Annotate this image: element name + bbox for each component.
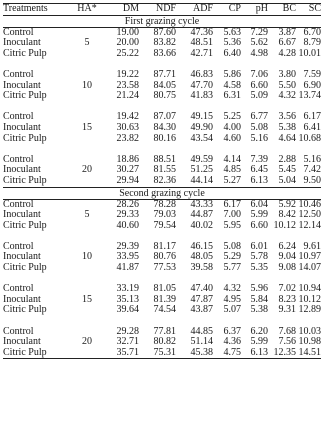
value-cell-adf: 49.15 bbox=[190, 111, 213, 123]
value-cell-cp: 4.32 bbox=[223, 283, 241, 295]
value-cell-sc: 8.79 bbox=[303, 37, 321, 49]
value-cell-cp: 5.07 bbox=[223, 304, 241, 316]
value-cell-adf: 41.83 bbox=[190, 90, 213, 102]
value-cell-cp: 4.60 bbox=[223, 132, 241, 144]
value-cell-adf: 47.87 bbox=[190, 293, 213, 305]
treatment-cell: Inoculant bbox=[3, 336, 41, 348]
value-cell-bc: 7.68 bbox=[278, 325, 296, 337]
header-bc: BC bbox=[268, 4, 296, 16]
ha-cell bbox=[69, 176, 105, 187]
value-cell-ndf: 87.71 bbox=[153, 68, 176, 80]
ha-cell bbox=[69, 305, 105, 316]
table-row bbox=[3, 348, 321, 359]
value-cell-bc: 9.31 bbox=[278, 304, 296, 316]
treatment-cell: Citric Pulp bbox=[3, 262, 47, 274]
value-cell-bc: 4.32 bbox=[278, 90, 296, 102]
value-cell-sc: 6.41 bbox=[303, 121, 321, 133]
value-cell-ndf: 74.54 bbox=[153, 304, 176, 316]
value-cell-cp: 4.85 bbox=[223, 164, 241, 176]
value-cell-adf: 47.36 bbox=[190, 26, 213, 38]
value-cell-sc: 7.42 bbox=[303, 164, 321, 176]
value-cell-cp: 5.95 bbox=[223, 219, 241, 231]
value-cell-cp: 6.40 bbox=[223, 47, 241, 59]
value-cell-bc: 12.35 bbox=[268, 348, 296, 359]
treatment-cell: Citric Pulp bbox=[3, 132, 47, 144]
value-cell-ndf: 81.39 bbox=[153, 293, 176, 305]
treatment-cell: Control bbox=[3, 153, 34, 165]
value-cell-adf: 44.85 bbox=[190, 325, 213, 337]
section-title: Second grazing cycle bbox=[3, 187, 321, 199]
value-cell-sc: 10.68 bbox=[298, 132, 321, 144]
value-cell-bc: 5.50 bbox=[278, 79, 296, 91]
value-cell-ph: 6.60 bbox=[250, 219, 268, 231]
value-cell-dm: 33.19 bbox=[116, 283, 139, 295]
value-cell-adf: 47.40 bbox=[190, 283, 213, 295]
treatment-cell: Inoculant bbox=[3, 121, 41, 133]
value-cell-bc: 2.88 bbox=[278, 153, 296, 165]
value-cell-dm: 32.71 bbox=[116, 336, 139, 348]
value-cell-cp: 5.25 bbox=[223, 111, 241, 123]
value-cell-ph: 5.78 bbox=[250, 251, 268, 263]
value-cell-sc: 10.94 bbox=[298, 283, 321, 295]
value-cell-adf: 46.15 bbox=[190, 240, 213, 252]
value-cell-ndf: 81.55 bbox=[153, 164, 176, 176]
treatment-cell: Inoculant bbox=[3, 79, 41, 91]
table-row bbox=[3, 263, 321, 274]
value-cell-ndf: 79.03 bbox=[153, 209, 176, 221]
value-cell-cp: 6.31 bbox=[223, 90, 241, 102]
treatment-cell: Citric Pulp bbox=[3, 174, 47, 186]
header-row bbox=[3, 4, 321, 16]
treatment-cell: Inoculant bbox=[3, 251, 41, 263]
section-title: First grazing cycle bbox=[3, 15, 321, 27]
value-cell-adf: 44.87 bbox=[190, 209, 213, 221]
value-cell-bc: 5.04 bbox=[278, 174, 296, 186]
value-cell-dm: 23.82 bbox=[116, 132, 139, 144]
value-cell-sc: 6.90 bbox=[303, 79, 321, 91]
value-cell-dm: 29.94 bbox=[116, 174, 139, 186]
value-cell-bc: 4.64 bbox=[278, 132, 296, 144]
value-cell-ph: 5.99 bbox=[250, 336, 268, 348]
value-cell-adf: 46.83 bbox=[190, 68, 213, 80]
value-cell-bc: 4.28 bbox=[278, 47, 296, 59]
value-cell-sc: 14.51 bbox=[296, 348, 321, 359]
value-cell-cp: 5.08 bbox=[223, 240, 241, 252]
value-cell-dm: 28.26 bbox=[116, 198, 139, 210]
treatment-cell: Control bbox=[3, 111, 34, 123]
table-row bbox=[3, 305, 321, 316]
value-cell-bc: 9.08 bbox=[278, 262, 296, 274]
value-cell-ndf: 81.17 bbox=[153, 240, 176, 252]
data-table bbox=[3, 3, 321, 359]
value-cell-ph: 6.13 bbox=[250, 174, 268, 186]
value-cell-bc: 5.45 bbox=[278, 164, 296, 176]
value-cell-cp: 5.86 bbox=[223, 68, 241, 80]
value-cell-dm: 33.95 bbox=[116, 251, 139, 263]
ha-cell bbox=[69, 70, 105, 81]
value-cell-adf: 45.38 bbox=[176, 348, 213, 359]
table-row bbox=[3, 49, 321, 60]
value-cell-ndf: 78.28 bbox=[153, 198, 176, 210]
ha-cell bbox=[69, 134, 105, 145]
value-cell-sc: 9.61 bbox=[303, 240, 321, 252]
value-cell-bc: 7.56 bbox=[278, 336, 296, 348]
value-cell-ph: 6.45 bbox=[250, 164, 268, 176]
value-cell-ph: 5.84 bbox=[250, 293, 268, 305]
table-row bbox=[3, 123, 321, 134]
value-cell-bc: 5.92 bbox=[278, 198, 296, 210]
value-cell-ndf: 87.07 bbox=[153, 111, 176, 123]
value-cell-dm: 18.86 bbox=[116, 153, 139, 165]
treatment-cell: Inoculant bbox=[3, 37, 41, 49]
value-cell-dm: 29.39 bbox=[116, 240, 139, 252]
value-cell-ph: 5.35 bbox=[250, 262, 268, 274]
value-cell-bc: 3.80 bbox=[278, 68, 296, 80]
value-cell-cp: 4.58 bbox=[223, 79, 241, 91]
value-cell-dm: 21.24 bbox=[116, 90, 139, 102]
value-cell-ndf: 80.76 bbox=[153, 251, 176, 263]
ha-cell bbox=[69, 91, 105, 102]
value-cell-adf: 49.59 bbox=[190, 153, 213, 165]
value-cell-adf: 44.14 bbox=[190, 174, 213, 186]
value-cell-dm: 19.22 bbox=[116, 68, 139, 80]
treatment-cell: Citric Pulp bbox=[3, 47, 47, 59]
value-cell-ndf: 80.82 bbox=[153, 336, 176, 348]
treatment-cell: Control bbox=[3, 198, 34, 210]
value-cell-cp: 5.29 bbox=[223, 251, 241, 263]
ha-cell: 5 bbox=[84, 37, 90, 49]
value-cell-bc: 8.42 bbox=[278, 209, 296, 221]
value-cell-adf: 39.58 bbox=[190, 262, 213, 274]
value-cell-adf: 48.51 bbox=[190, 37, 213, 49]
treatment-cell: Inoculant bbox=[3, 209, 41, 221]
treatment-cell: Control bbox=[3, 26, 34, 38]
value-cell-ph: 5.08 bbox=[250, 121, 268, 133]
value-cell-ph: 7.06 bbox=[250, 68, 268, 80]
ha-cell bbox=[69, 221, 105, 232]
section-header-row bbox=[3, 187, 321, 199]
value-cell-bc: 9.04 bbox=[278, 251, 296, 263]
value-cell-dm: 30.63 bbox=[116, 121, 139, 133]
header-adf: ADF bbox=[176, 4, 213, 16]
table-row bbox=[3, 70, 321, 81]
ha-cell bbox=[69, 49, 105, 60]
value-cell-bc: 10.12 bbox=[273, 219, 296, 231]
header-dm: DM bbox=[105, 4, 139, 16]
value-cell-ndf: 80.75 bbox=[153, 90, 176, 102]
value-cell-sc: 10.98 bbox=[298, 336, 321, 348]
value-cell-dm: 29.33 bbox=[116, 209, 139, 221]
value-cell-adf: 43.87 bbox=[190, 304, 213, 316]
header-sc: SC bbox=[296, 4, 321, 16]
value-cell-sc: 5.16 bbox=[303, 153, 321, 165]
value-cell-dm: 35.13 bbox=[116, 293, 139, 305]
value-cell-cp: 4.00 bbox=[223, 121, 241, 133]
value-cell-cp: 4.75 bbox=[213, 348, 241, 359]
value-cell-sc: 13.74 bbox=[298, 90, 321, 102]
value-cell-sc: 10.03 bbox=[298, 325, 321, 337]
value-cell-sc: 12.50 bbox=[298, 209, 321, 221]
treatment-cell: Control bbox=[3, 68, 34, 80]
ha-cell bbox=[69, 263, 105, 274]
value-cell-sc: 10.12 bbox=[298, 293, 321, 305]
ha-cell: 20 bbox=[82, 164, 92, 176]
value-cell-sc: 14.07 bbox=[298, 262, 321, 274]
value-cell-cp: 5.27 bbox=[223, 174, 241, 186]
treatment-cell: Control bbox=[3, 240, 34, 252]
value-cell-cp: 6.37 bbox=[223, 325, 241, 337]
value-cell-sc: 10.97 bbox=[298, 251, 321, 263]
value-cell-ndf: 87.60 bbox=[153, 26, 176, 38]
value-cell-ph: 7.39 bbox=[250, 153, 268, 165]
treatment-cell: Citric Pulp bbox=[3, 90, 47, 102]
value-cell-adf: 43.33 bbox=[190, 198, 213, 210]
value-cell-ph: 5.09 bbox=[250, 90, 268, 102]
treatment-cell: Citric Pulp bbox=[3, 348, 69, 359]
value-cell-cp: 7.00 bbox=[223, 209, 241, 221]
section-header-row bbox=[3, 15, 321, 27]
treatment-cell: Citric Pulp bbox=[3, 219, 47, 231]
value-cell-cp: 4.36 bbox=[223, 336, 241, 348]
value-cell-cp: 4.14 bbox=[223, 153, 241, 165]
value-cell-ndf: 83.82 bbox=[153, 37, 176, 49]
treatment-cell: Inoculant bbox=[3, 164, 41, 176]
treatment-cell: Citric Pulp bbox=[3, 304, 47, 316]
header-ha: HA* bbox=[69, 4, 105, 16]
value-cell-ph: 6.04 bbox=[250, 198, 268, 210]
value-cell-ph: 5.62 bbox=[250, 37, 268, 49]
value-cell-ph: 6.20 bbox=[250, 325, 268, 337]
value-cell-ndf: 77.53 bbox=[153, 262, 176, 274]
value-cell-cp: 6.17 bbox=[223, 198, 241, 210]
value-cell-ph: 6.01 bbox=[250, 240, 268, 252]
value-cell-dm: 20.00 bbox=[116, 37, 139, 49]
value-cell-ph: 6.77 bbox=[250, 111, 268, 123]
value-cell-sc: 6.17 bbox=[303, 111, 321, 123]
value-cell-ndf: 88.51 bbox=[153, 153, 176, 165]
value-cell-ndf: 75.31 bbox=[139, 348, 176, 359]
value-cell-bc: 3.56 bbox=[278, 111, 296, 123]
value-cell-ndf: 83.66 bbox=[153, 47, 176, 59]
treatment-cell: Control bbox=[3, 325, 34, 337]
value-cell-ndf: 82.36 bbox=[153, 174, 176, 186]
value-cell-sc: 7.59 bbox=[303, 68, 321, 80]
value-cell-sc: 10.01 bbox=[298, 47, 321, 59]
value-cell-ndf: 80.16 bbox=[153, 132, 176, 144]
value-cell-dm: 40.60 bbox=[116, 219, 139, 231]
treatment-cell: Inoculant bbox=[3, 293, 41, 305]
value-cell-dm: 35.71 bbox=[105, 348, 139, 359]
header-ph: pH bbox=[241, 4, 268, 16]
value-cell-adf: 40.02 bbox=[190, 219, 213, 231]
value-cell-adf: 51.25 bbox=[190, 164, 213, 176]
value-cell-sc: 12.89 bbox=[298, 304, 321, 316]
value-cell-dm: 41.87 bbox=[116, 262, 139, 274]
value-cell-ph: 4.98 bbox=[250, 47, 268, 59]
value-cell-bc: 6.67 bbox=[278, 37, 296, 49]
value-cell-cp: 4.95 bbox=[223, 293, 241, 305]
ha-cell: 10 bbox=[82, 79, 92, 91]
value-cell-cp: 5.36 bbox=[223, 37, 241, 49]
value-cell-adf: 47.70 bbox=[190, 79, 213, 91]
value-cell-sc: 9.50 bbox=[303, 174, 321, 186]
table-row bbox=[3, 134, 321, 145]
value-cell-bc: 6.24 bbox=[278, 240, 296, 252]
value-cell-adf: 48.05 bbox=[190, 251, 213, 263]
value-cell-adf: 51.14 bbox=[190, 336, 213, 348]
value-cell-bc: 3.87 bbox=[278, 26, 296, 38]
value-cell-bc: 8.23 bbox=[278, 293, 296, 305]
value-cell-bc: 5.38 bbox=[278, 121, 296, 133]
ha-cell: 5 bbox=[84, 209, 90, 221]
value-cell-ph: 6.13 bbox=[241, 348, 268, 359]
value-cell-ph: 5.96 bbox=[250, 283, 268, 295]
value-cell-dm: 23.58 bbox=[116, 79, 139, 91]
value-cell-dm: 19.42 bbox=[116, 111, 139, 123]
value-cell-ph: 7.29 bbox=[250, 26, 268, 38]
table-row bbox=[3, 176, 321, 187]
value-cell-ndf: 84.05 bbox=[153, 79, 176, 91]
value-cell-ndf: 79.54 bbox=[153, 219, 176, 231]
header-ndf: NDF bbox=[139, 4, 176, 16]
ha-cell: 15 bbox=[82, 121, 92, 133]
value-cell-cp: 5.63 bbox=[223, 26, 241, 38]
header-treatments: Treatments bbox=[3, 4, 69, 16]
value-cell-dm: 25.22 bbox=[116, 47, 139, 59]
value-cell-sc: 12.14 bbox=[298, 219, 321, 231]
ha-cell bbox=[69, 348, 105, 359]
value-cell-dm: 30.27 bbox=[116, 164, 139, 176]
header-cp: CP bbox=[213, 4, 241, 16]
value-cell-dm: 39.64 bbox=[116, 304, 139, 316]
ha-cell: 10 bbox=[82, 251, 92, 263]
value-cell-ndf: 77.81 bbox=[153, 325, 176, 337]
value-cell-dm: 29.28 bbox=[116, 325, 139, 337]
value-cell-sc: 10.46 bbox=[298, 198, 321, 210]
value-cell-ndf: 81.05 bbox=[153, 283, 176, 295]
value-cell-adf: 42.71 bbox=[190, 47, 213, 59]
ha-cell: 15 bbox=[82, 293, 92, 305]
value-cell-ph: 5.16 bbox=[250, 132, 268, 144]
value-cell-ph: 6.60 bbox=[250, 79, 268, 91]
value-cell-ph: 5.38 bbox=[250, 304, 268, 316]
value-cell-adf: 43.54 bbox=[190, 132, 213, 144]
value-cell-bc: 7.02 bbox=[278, 283, 296, 295]
table-row bbox=[3, 221, 321, 232]
value-cell-dm: 19.00 bbox=[116, 26, 139, 38]
table-row bbox=[3, 91, 321, 102]
value-cell-ph: 5.99 bbox=[250, 209, 268, 221]
value-cell-sc: 6.70 bbox=[303, 26, 321, 38]
value-cell-adf: 49.90 bbox=[190, 121, 213, 133]
treatment-cell: Control bbox=[3, 283, 34, 295]
table-body bbox=[3, 15, 321, 359]
value-cell-cp: 5.77 bbox=[223, 262, 241, 274]
ha-cell: 20 bbox=[82, 336, 92, 348]
value-cell-ndf: 84.30 bbox=[153, 121, 176, 133]
